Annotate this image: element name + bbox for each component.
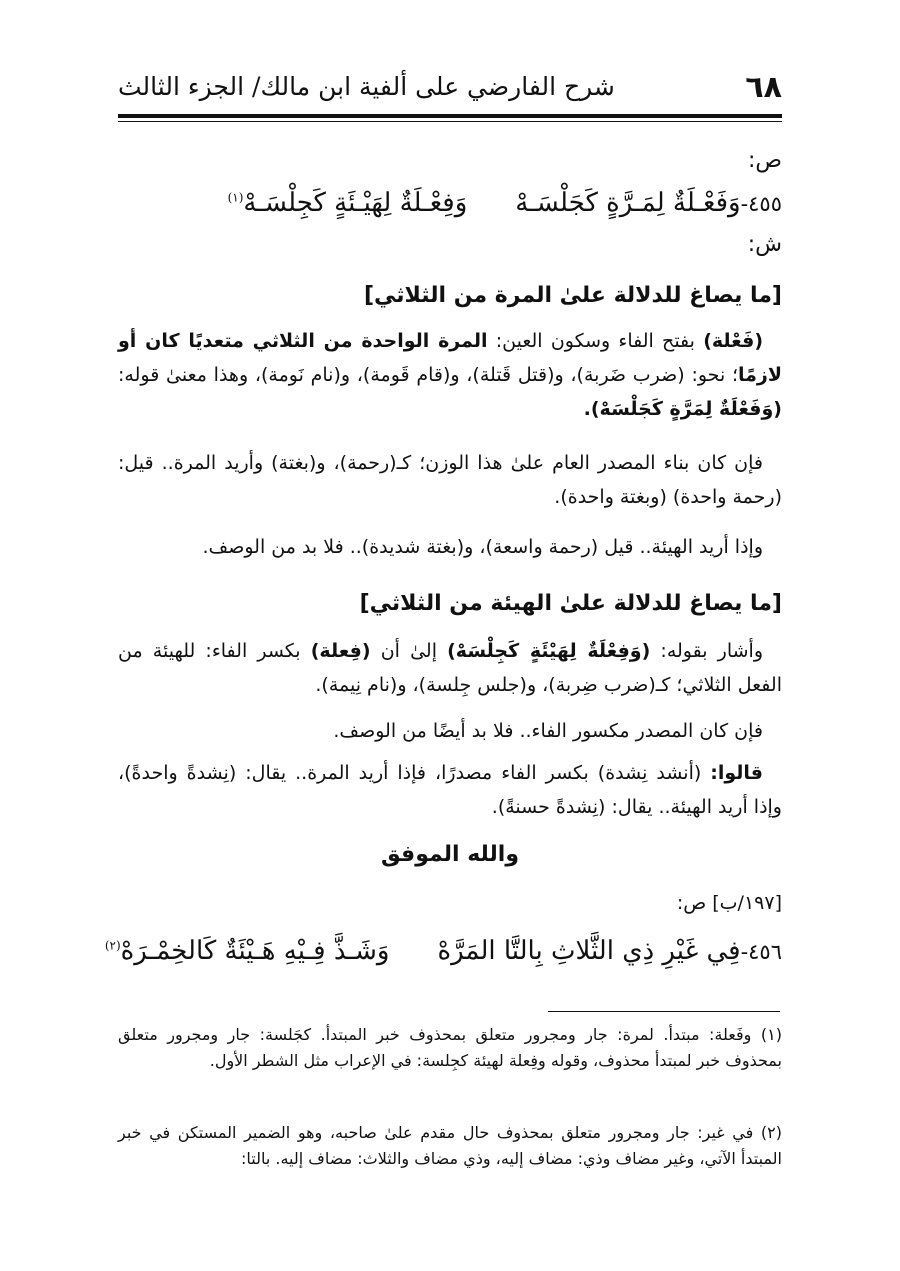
folio-label [677,892,782,914]
text: إلىٰ أن [370,640,448,662]
text: بكسر الفاء: للهيئة من الفعل الثلاثي؛ كـ(ضرب ضِربة)، و(جلس جِلسة)، و(نام نِيمة). [118,640,782,696]
emphasis: المرة الواحدة من الثلاثي متعديًا كان أو لازمًا [118,330,782,386]
text: ؛ نحو: (ضرب ضَربة)، و(قتل قَتلة)، و(قام قَومة)، و(نام نَومة)، وهذا معنىٰ قوله: [118,364,739,386]
footnote-ref: (٢) [104,938,121,953]
verse-second-half: وَفِعْـلَةٌ لِهَيْـئَةٍ كَجِلْسَـهْ [243,188,468,218]
text: فإن كان المصدر مكسور الفاء.. فلا بد أيضًا من الوصف. [333,720,763,742]
footnote-number: (٢) [760,1123,782,1142]
term: قالوا: [710,762,763,784]
verse-first-half: فِي غَيْرِ ذِي الثَّلاثِ بِالتَّا المَرَّهْ [437,936,741,966]
footnote-1 [118,1022,782,1074]
paragraph [118,324,782,426]
text: بفتح الفاء وسكون العين: [487,330,704,352]
verse-second-half: وَشَـذَّ فِـيْهِ هَـيْئَةٌ كَالخِمْـرَهْ [120,936,390,966]
running-title: شرح الفارضي على ألفية ابن مالك/ الجزء الثالث [118,72,615,101]
shin-label: ش: [747,232,782,257]
paragraph [118,446,782,514]
sad-label: ص: [747,148,782,173]
sad-label: ص: [676,892,713,914]
verse-first-half: وَفَعْـلَةٌ لِمَـرَّةٍ كَجَلْسَـهْ [515,188,741,218]
footnote-2 [118,1120,782,1172]
quote: (وَفَعْلَةٌ لِمَرَّةٍ كَجَلْسَهْ). [583,398,782,420]
verse-number: ٤٥٥- [740,192,782,216]
footnote-number: (١) [760,1025,782,1044]
footnote-separator [548,1011,780,1012]
text: فإن كان بناء المصدر العام علىٰ هذا الوزن؛ كـ(رحمة)، و(بغتة) وأريد المرة.. قيل: (رحمة واحدة) (وبغتة واحدة). [118,452,782,508]
page-number: ٦٨ [745,70,782,105]
page-header [118,66,782,110]
paragraph [118,634,782,702]
paragraph [118,530,782,564]
section-heading: [ما يصاغ للدلالة علىٰ الهيئة من الثلاثي] [359,591,782,616]
verse-455 [118,188,782,218]
closing-line: والله الموفق [380,842,520,867]
footnote-ref: (١) [227,190,244,205]
footnote-text: وفَعلة: مبتدأ. لمرة: جار ومجرور متعلق بمحذوف خبر المبتدأ. كجَلسة: جار ومجرور متعلق بمحذوف خبر لمبتدأ محذوف، وقوله وفِعلة لهيئة كجِلسة: في الإعراب مثل الشطر الأول. [118,1025,782,1070]
footnote-text: في غير: جار ومجرور متعلق بمحذوف حال مقدم علىٰ صاحبه، وهو الضمير المستكن في خبر المبتدأ الآتي، وغير مضاف وذي: مضاف إليه، وذي مضاف والثلاث: مضاف إليه. بالتا: [118,1123,782,1168]
text: (أنشد نِشدة) بكسر الفاء مصدرًا، فإذا أريد المرة.. يقال: (نِشدةً واحدةً)، وإذا أريد الهيئة.. يقال: (نِشدةً حسنةً). [118,762,782,818]
folio: [١٩٧/ب] [712,892,782,914]
verse-456 [104,936,782,966]
paragraph [118,714,782,748]
term: (فِعلة) [310,640,371,662]
quote: (وَفِعْلَةٌ لِهَيْئَةٍ كَجِلْسَهْ) [447,640,651,662]
header-rule-thick [118,114,782,118]
header-rule-thin [118,121,782,122]
section-heading: [ما يصاغ للدلالة علىٰ المرة من الثلاثي] [363,283,782,308]
term: (فَعْلة) [703,330,764,352]
verse-number: ٤٥٦- [740,940,782,964]
paragraph [118,756,782,824]
text: وأشار بقوله: [650,640,763,662]
text: وإذا أريد الهيئة.. قيل (رحمة واسعة)، و(بغتة شديدة).. فلا بد من الوصف. [202,536,763,558]
